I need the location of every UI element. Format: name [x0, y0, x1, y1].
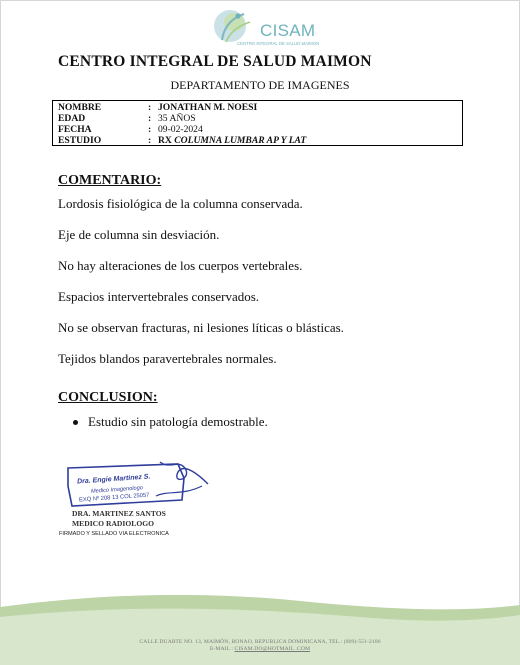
patient-name: JONATHAN M. NOESI	[158, 102, 258, 113]
colon: :	[148, 135, 152, 146]
logo-subtitle: CENTRO INTEGRAL DE SALUD MAIMON	[237, 41, 320, 46]
patient-row-fecha	[58, 124, 462, 135]
conclusion-item	[58, 414, 268, 430]
comentario-line: No hay alteraciones de los cuerpos vertebrales.	[58, 258, 303, 273]
comentario-heading: COMENTARIO:	[58, 173, 162, 188]
stamp-role: Medico Imagenologo	[90, 485, 144, 495]
conclusion-heading: CONCLUSION:	[58, 390, 158, 405]
colon: :	[148, 113, 152, 124]
bullet-icon	[73, 420, 78, 425]
department-title: DEPARTAMENTO DE IMAGENES	[170, 78, 350, 92]
comentario-line: Tejidos blandos paravertebrales normales.	[58, 351, 277, 366]
patient-label: NOMBRE	[58, 102, 102, 113]
patient-label: EDAD	[58, 113, 86, 124]
comentario-line: Eje de columna sin desviación.	[58, 227, 220, 242]
colon: :	[148, 124, 152, 135]
stamp-exequatur: EXQ Nº 208 13 COL 25057	[78, 492, 150, 504]
footer-email-link[interactable]: CISAM.DO@HOTMAIL .COM	[234, 646, 311, 652]
conclusion-text: Estudio sin patología demostrable.	[88, 414, 268, 429]
colon: :	[148, 102, 152, 113]
patient-row-edad	[58, 113, 462, 124]
study-name	[158, 135, 306, 146]
conclusion-list	[58, 414, 268, 430]
comentario-line: No se observan fracturas, ni lesiones líticas o blásticas.	[58, 320, 344, 335]
signer-name: DRA. MARTINEZ SANTOS	[72, 509, 166, 518]
cisam-logo	[200, 4, 320, 50]
patient-label: ESTUDIO	[58, 135, 102, 146]
study-date: 09-02-2024	[158, 124, 203, 135]
patient-info-box	[52, 100, 463, 146]
patient-age: 35 AÑOS	[158, 113, 196, 124]
comentario-line: Espacios intervertebrales conservados.	[58, 289, 260, 304]
patient-row-nombre	[58, 102, 462, 113]
study-description: COLUMNA LUMBAR AP Y LAT	[174, 135, 307, 146]
comentario-line: Lordosis fisiológica de la columna conservada.	[58, 196, 303, 211]
footer-email-line	[0, 646, 520, 652]
patient-label: FECHA	[58, 124, 92, 135]
logo-text: CISAM	[260, 21, 316, 40]
footer-address: CALLE DUARTE NO. 13, MAIMÓN, BONAO, REPUBLICA DOMINICANA, TEL.: (809)-551-2106	[139, 639, 381, 645]
signer-block	[72, 509, 166, 528]
stamp-name: Dra. Engie Martinez S.	[76, 473, 151, 486]
signer-title: MEDICO RADIOLOGO	[72, 518, 155, 528]
study-prefix: RX	[158, 135, 175, 146]
electronic-signature-note: FIRMADO Y SELLADO VIA ELECTRONICA	[59, 531, 169, 537]
page-title: CENTRO INTEGRAL DE SALUD MAIMON	[58, 53, 372, 70]
footer-wave	[0, 595, 520, 665]
patient-row-estudio	[58, 135, 462, 146]
footer-email-label: E-MAIL :	[209, 646, 235, 652]
